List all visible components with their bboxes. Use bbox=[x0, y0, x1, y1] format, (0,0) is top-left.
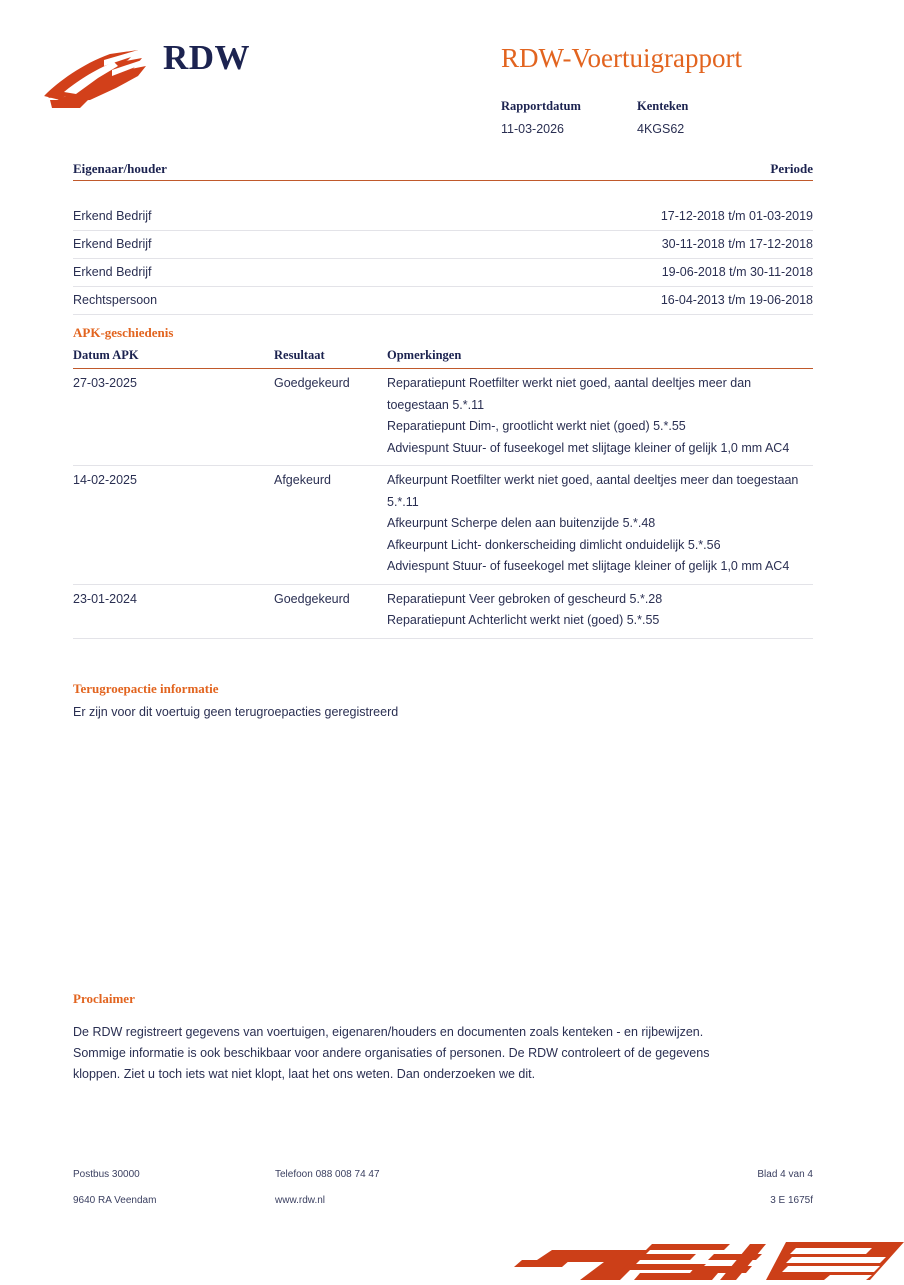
rdw-feather-logo-icon bbox=[42, 48, 164, 110]
footer-row-top bbox=[73, 1168, 813, 1194]
footer-website[interactable]: www.rdw.nl bbox=[275, 1195, 326, 1206]
apk-remark-line: Reparatiepunt Veer gebroken of gescheurd 5.*.28 bbox=[387, 591, 663, 606]
rdw-wordmark: RDW bbox=[163, 38, 251, 77]
apk-remark-line: Adviespunt Stuur- of fuseekogel met slijtage kleiner of gelijk 1,0 mm AC4 bbox=[387, 440, 790, 455]
owner-section bbox=[73, 160, 813, 315]
report-date-value: 11-03-2026 bbox=[501, 122, 565, 136]
plate-label: Kenteken bbox=[637, 99, 689, 113]
apk-remark-line: Reparatiepunt Achterlicht werkt niet (goed) 5.*.55 bbox=[387, 613, 660, 627]
owner-period-cell: 19-06-2018 t/m 30-11-2018 bbox=[336, 259, 813, 287]
owner-table-row bbox=[73, 231, 813, 259]
disclaimer-section-body bbox=[73, 1022, 783, 1085]
period-heading: Periode bbox=[770, 161, 813, 176]
apk-col-remarks: Opmerkingen bbox=[387, 348, 813, 369]
owner-holder-cell: Erkend Bedrijf bbox=[73, 259, 336, 287]
page-footer bbox=[73, 1168, 813, 1220]
report-date-group bbox=[501, 98, 581, 137]
owner-period-cell: 30-11-2018 t/m 17-12-2018 bbox=[336, 231, 813, 259]
owner-holder-cell: Rechtspersoon bbox=[73, 287, 336, 315]
footer-postbus: Postbus 30000 bbox=[73, 1169, 140, 1180]
apk-table-head bbox=[73, 348, 813, 369]
apk-header-row bbox=[73, 348, 813, 369]
rdw-motion-stripes-icon bbox=[500, 1228, 904, 1280]
owner-table-row bbox=[73, 203, 813, 231]
owner-holder-cell: Erkend Bedrijf bbox=[73, 231, 336, 259]
apk-remark-line: Reparatiepunt Roetfilter werkt niet goed, aantal deeltjes meer dan toegestaan 5.*.11 bbox=[387, 376, 752, 412]
apk-date-cell: 23-01-2024 bbox=[73, 584, 274, 638]
apk-remarks-cell bbox=[387, 466, 813, 585]
footer-row-bottom bbox=[73, 1194, 813, 1220]
recall-section bbox=[73, 680, 813, 720]
footer-phone: Telefoon 088 008 74 47 bbox=[275, 1169, 380, 1180]
owner-table-body bbox=[73, 203, 813, 315]
disclaimer-paragraph-3: kloppen. Ziet u toch iets wat niet klopt, laat het ons weten. Dan onderzoeken we dit. bbox=[73, 1067, 536, 1081]
owner-section-rule bbox=[73, 180, 813, 181]
footer-form-code: 3 E 1675f bbox=[770, 1195, 813, 1206]
apk-section bbox=[73, 324, 813, 639]
disclaimer-section bbox=[73, 990, 813, 1085]
recall-section-body: Er zijn voor dit voertuig geen terugroepacties geregistreerd bbox=[73, 705, 399, 719]
report-header bbox=[0, 0, 904, 150]
owner-period-cell: 16-04-2013 t/m 19-06-2018 bbox=[336, 287, 813, 315]
owner-section-headings bbox=[73, 160, 813, 180]
apk-remark-line: Adviespunt Stuur- of fuseekogel met slijtage kleiner of gelijk 1,0 mm AC4 bbox=[387, 559, 790, 573]
apk-remark-line: Afkeurpunt Roetfilter werkt niet goed, aantal deeltjes meer dan toegestaan 5.*.11 bbox=[387, 473, 799, 509]
apk-remark-line: Reparatiepunt Dim-, grootlicht werkt niet (goed) 5.*.55 bbox=[387, 419, 686, 433]
owner-holder-cell: Erkend Bedrijf bbox=[73, 203, 336, 231]
apk-table-row bbox=[73, 466, 813, 585]
apk-section-title: APK-geschiedenis bbox=[73, 325, 174, 340]
apk-remark-line: Afkeurpunt Licht- donkerscheiding dimlicht onduidelijk 5.*.56 bbox=[387, 537, 721, 552]
disclaimer-section-title: Proclaimer bbox=[73, 991, 135, 1006]
disclaimer-paragraph-1: De RDW registreert gegevens van voertuigen, eigenaren/houders en documenten zoals kenteken - en rijbewijzen. bbox=[73, 1025, 704, 1039]
apk-table-row bbox=[73, 584, 813, 638]
apk-result-cell: Goedgekeurd bbox=[274, 584, 387, 638]
owner-table-row bbox=[73, 259, 813, 287]
apk-result-cell: Afgekeurd bbox=[274, 466, 387, 585]
owner-period-cell: 17-12-2018 t/m 01-03-2019 bbox=[336, 203, 813, 231]
page-title: RDW-Voertuigrapport bbox=[501, 43, 742, 73]
apk-remarks-cell bbox=[387, 584, 813, 638]
disclaimer-paragraph-2: Sommige informatie is ook beschikbaar voor andere organisaties of personen. De RDW controleert of de gegevens bbox=[73, 1046, 710, 1060]
plate-value: 4KGS62 bbox=[637, 122, 685, 136]
apk-result-cell: Goedgekeurd bbox=[274, 369, 387, 466]
plate-group bbox=[637, 98, 688, 137]
apk-table bbox=[73, 348, 813, 639]
footer-page-info: Blad 4 van 4 bbox=[757, 1169, 813, 1180]
report-date-label: Rapportdatum bbox=[501, 99, 581, 113]
apk-remark-line: Afkeurpunt Scherpe delen aan buitenzijde 5.*.48 bbox=[387, 516, 656, 530]
apk-col-result: Resultaat bbox=[274, 348, 387, 369]
apk-table-body bbox=[73, 369, 813, 639]
owner-table-row bbox=[73, 287, 813, 315]
footer-city: 9640 RA Veendam bbox=[73, 1195, 157, 1206]
apk-remarks-cell bbox=[387, 369, 813, 466]
recall-section-title: Terugroepactie informatie bbox=[73, 681, 219, 696]
apk-table-row bbox=[73, 369, 813, 466]
apk-date-cell: 14-02-2025 bbox=[73, 466, 274, 585]
owner-table bbox=[73, 203, 813, 315]
owner-heading: Eigenaar/houder bbox=[73, 161, 167, 176]
apk-col-date: Datum APK bbox=[73, 348, 274, 369]
apk-date-cell: 27-03-2025 bbox=[73, 369, 274, 466]
